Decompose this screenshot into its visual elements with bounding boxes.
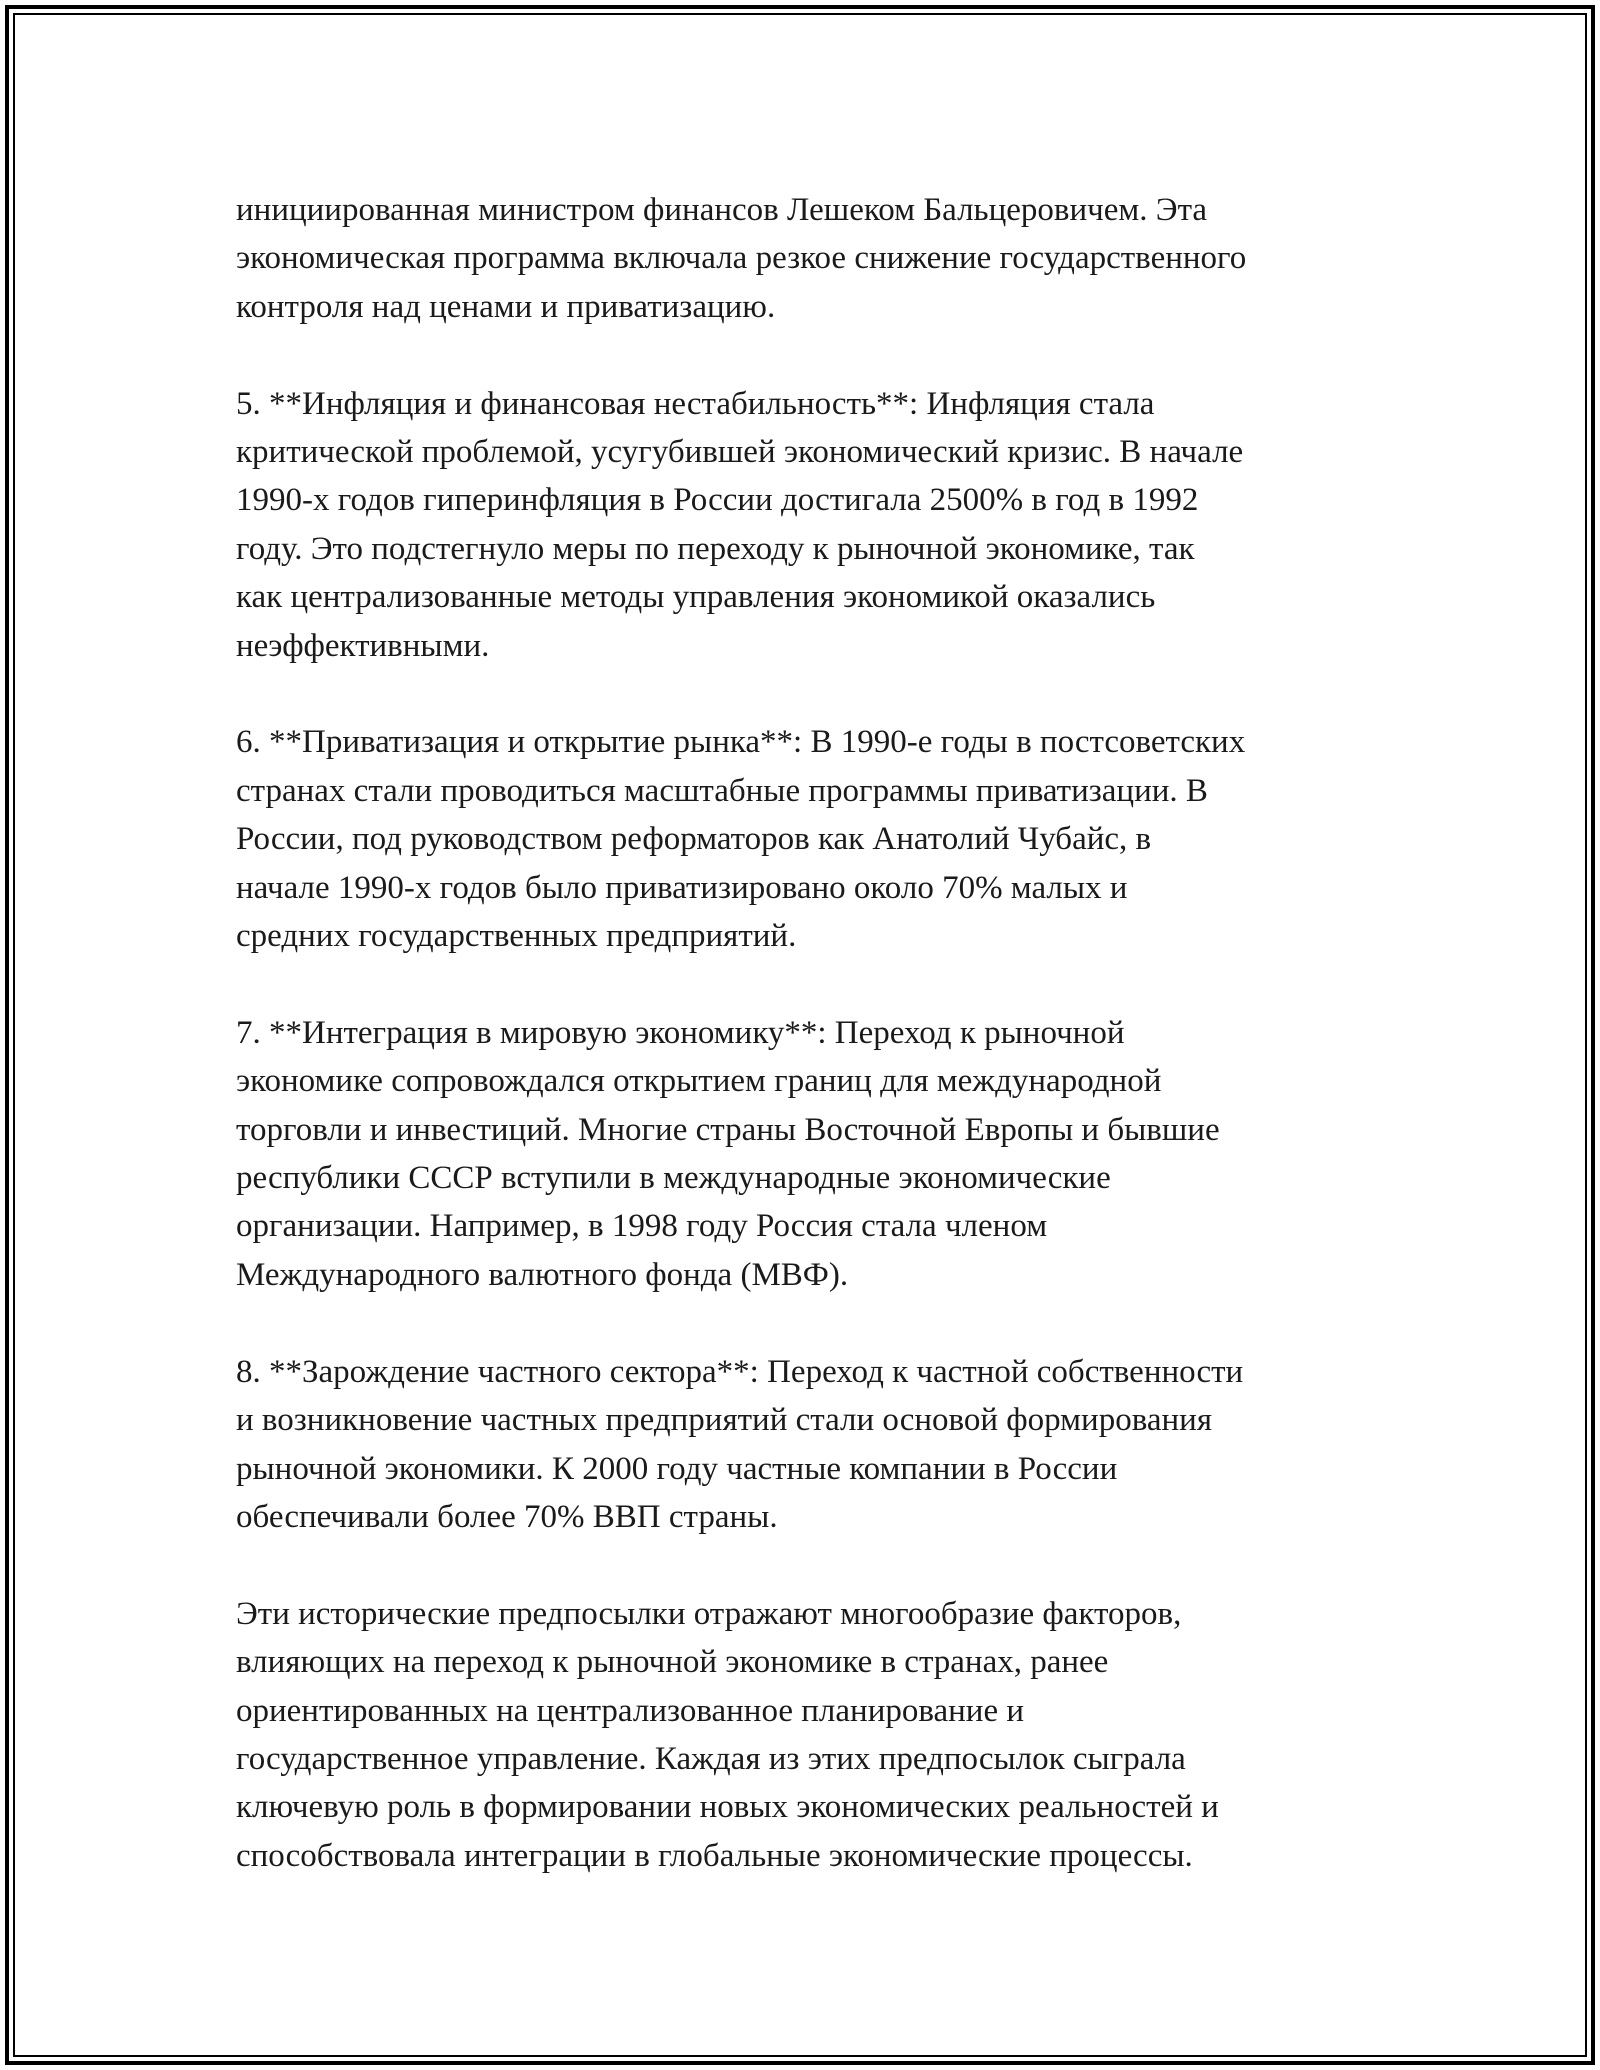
text-line: экономическая программа включала резкое снижение государственного bbox=[236, 240, 1247, 277]
text-line: 8. **Зарождение частного сектора**: Переход к частной собственности bbox=[236, 1353, 1244, 1390]
text-line: России, под руководством реформаторов как Анатолий Чубайс, в bbox=[236, 821, 1152, 858]
text-line: инициированная министром финансов Лешеком Бальцеровичем. Эта bbox=[236, 192, 1208, 228]
text-line: республики СССР вступили в международные экономические bbox=[236, 1160, 1111, 1197]
text-line: 6. **Приватизация и открытие рынка**: В 1990-е годы в постсоветских bbox=[236, 724, 1246, 761]
text-line: году. Это подстегнуло меры по переходу к рыночной экономике, так bbox=[236, 530, 1195, 567]
paragraph-conclusion bbox=[236, 1590, 1396, 1880]
text-line: как централизованные методы управления экономикой оказались bbox=[236, 579, 1156, 616]
text-line: 7. **Интеграция в мировую экономику**: Переход к рыночной bbox=[236, 1014, 1125, 1051]
text-line: начале 1990-х годов было приватизировано около 70% малых и bbox=[236, 869, 1128, 906]
text-line: 5. **Инфляция и финансовая нестабильность**: Инфляция стала bbox=[236, 385, 1155, 422]
text-line: Международного валютного фонда (МВФ). bbox=[236, 1256, 849, 1293]
text-line: влияющих на переход к рыночной экономике в странах, ранее bbox=[236, 1644, 1109, 1681]
text-line: организации. Например, в 1998 году Россия стала членом bbox=[236, 1208, 1048, 1245]
document-body bbox=[236, 186, 1396, 1880]
paragraph-item-5 bbox=[236, 380, 1396, 670]
text-line: средних государственных предприятий. bbox=[236, 918, 797, 955]
text-line: торговли и инвестиций. Многие страны Восточной Европы и бывшие bbox=[236, 1111, 1220, 1148]
paragraph-item-7 bbox=[236, 1009, 1396, 1299]
text-line: 1990-х годов гиперинфляция в России достигала 2500% в год в 1992 bbox=[236, 482, 1199, 519]
text-line: государственное управление. Каждая из этих предпосылок сыграла bbox=[236, 1740, 1186, 1777]
paragraph-item-8 bbox=[236, 1348, 1396, 1542]
text-line: рыночной экономики. К 2000 году частные компании в России bbox=[236, 1450, 1118, 1487]
text-line: ориентированных на централизованное планирование и bbox=[236, 1692, 1025, 1729]
paragraph-continuation bbox=[236, 186, 1396, 331]
paragraph-item-6 bbox=[236, 718, 1396, 960]
text-line: ключевую роль в формировании новых экономических реальностей и bbox=[236, 1789, 1219, 1826]
text-line: контроля над ценами и приватизацию. bbox=[236, 288, 776, 325]
text-line: критической проблемой, усугубившей экономический кризис. В начале bbox=[236, 434, 1244, 471]
text-line: и возникновение частных предприятий стали основой формирования bbox=[236, 1402, 1213, 1439]
text-line: экономике сопровождался открытием границ для международной bbox=[236, 1063, 1162, 1100]
text-line: неэффективными. bbox=[236, 627, 490, 664]
text-line: обеспечивали более 70% ВВП страны. bbox=[236, 1498, 778, 1535]
text-line: Эти исторические предпосылки отражают многообразие факторов, bbox=[236, 1595, 1182, 1632]
text-line: способствовала интеграции в глобальные экономические процессы. bbox=[236, 1837, 1193, 1874]
text-line: странах стали проводиться масштабные программы приватизации. В bbox=[236, 772, 1208, 809]
